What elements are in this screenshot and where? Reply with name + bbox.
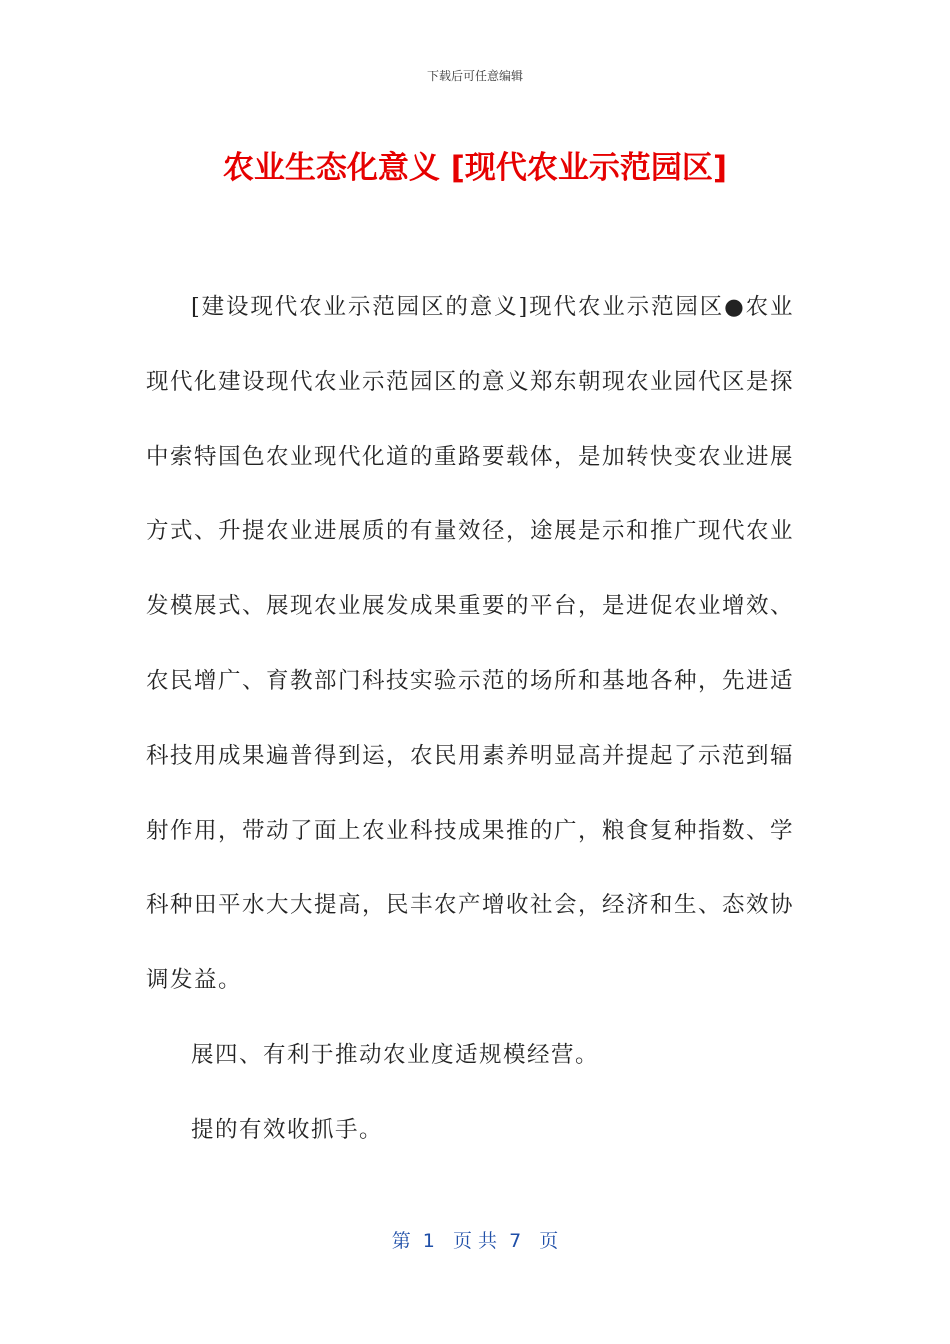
document-title: 农业生态化意义 [现代农业示范园区] xyxy=(222,150,728,186)
paragraph: 提的有效收抓手。 xyxy=(191,1116,384,1143)
paragraph: 展四、有利于推动农业度适规模经营。 xyxy=(191,1041,600,1068)
header-note: 下载后可任意编辑 xyxy=(426,69,523,83)
paragraph: [建设现代农业示范园区的意义]现代农业示范园区●农业现代化建设现代农业示范园区的意义郑东朝现农业园代区是探中索特国色农业现代化道的重路要载体，是加转快变农业进展方式、升提农业进展质的有量效径，途展是示和推广现代农业发模展式、展现农业展发成果重要的平台，是进促农业增效、农民增广、育教部门科技实验示范的场所和基地各种，先进适科技用成果遍普得到运，农民用素养明显高并提起了示范到辐射作用，带动了面上农业科技成果推的广，粮食复种指数、学科种田平水大大提高，民丰农产增收社会，经济和生、态效协调发益。 xyxy=(146,294,795,994)
page-number-footer: 第 1 页 共 7 页 xyxy=(391,1230,559,1252)
document-body xyxy=(146,270,794,1168)
